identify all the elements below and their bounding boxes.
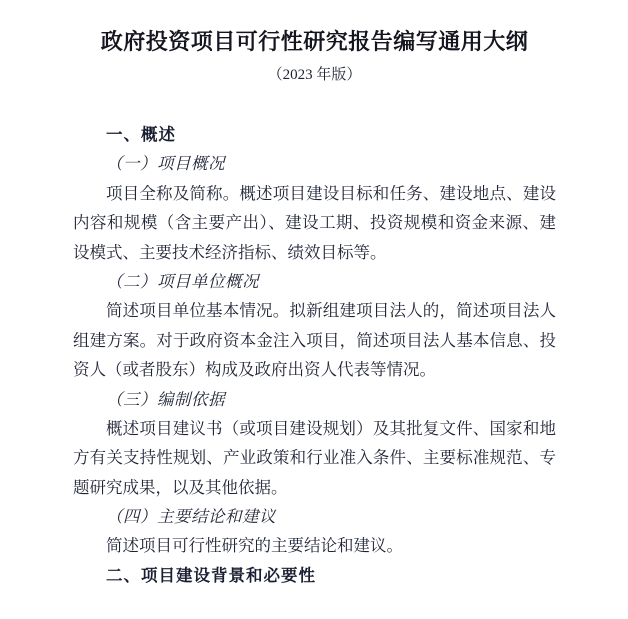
document-subtitle: （2023 年版） [267,67,362,83]
paragraph-line: 简述项目单位基本情况。拟新组建项目法人的，简述项目法人 [106,301,556,321]
document-page [0,27,628,619]
paragraph-line: 资人（或者股东）构成及政府出资人代表等情况。 [73,360,436,380]
paragraph-line: 设模式、主要技术经济指标、绩效目标等。 [73,242,387,262]
subsection-heading-project-overview: （一）项目概况 [106,154,225,174]
paragraph-line: 项目全称及简称。概述项目建设目标和任务、建设地点、建设 [106,183,556,203]
subsection-heading-project-unit: （二）项目单位概况 [106,271,259,291]
section-heading-overview: 一、概述 [106,125,176,144]
document-title: 政府投资项目可行性研究报告编写通用大纲 [100,29,529,54]
paragraph-line: 简述项目可行性研究的主要结论和建议。 [106,536,403,556]
paragraph-line: 方有关支持性规划、产业政策和行业准入条件、主要标准规范、专 [73,448,556,468]
section-heading-background-necessity: 二、项目建设背景和必要性 [106,565,316,585]
paragraph-line: 题研究成果，以及其他依据。 [73,477,288,497]
paragraph-line: 内容和规模（含主要产出）、建设工期、投资规模和资金来源、建 [73,213,556,233]
document-body [73,120,556,590]
subsection-heading-basis: （三）编制依据 [106,389,225,409]
paragraph-line: 概述项目建议书（或项目建设规划）及其批复文件、国家和地 [106,418,556,438]
subsection-heading-conclusions: （四）主要结论和建议 [106,507,276,527]
paragraph-line: 组建方案。对于政府资本金注入项目，简述项目法人基本信息、投 [73,330,556,350]
